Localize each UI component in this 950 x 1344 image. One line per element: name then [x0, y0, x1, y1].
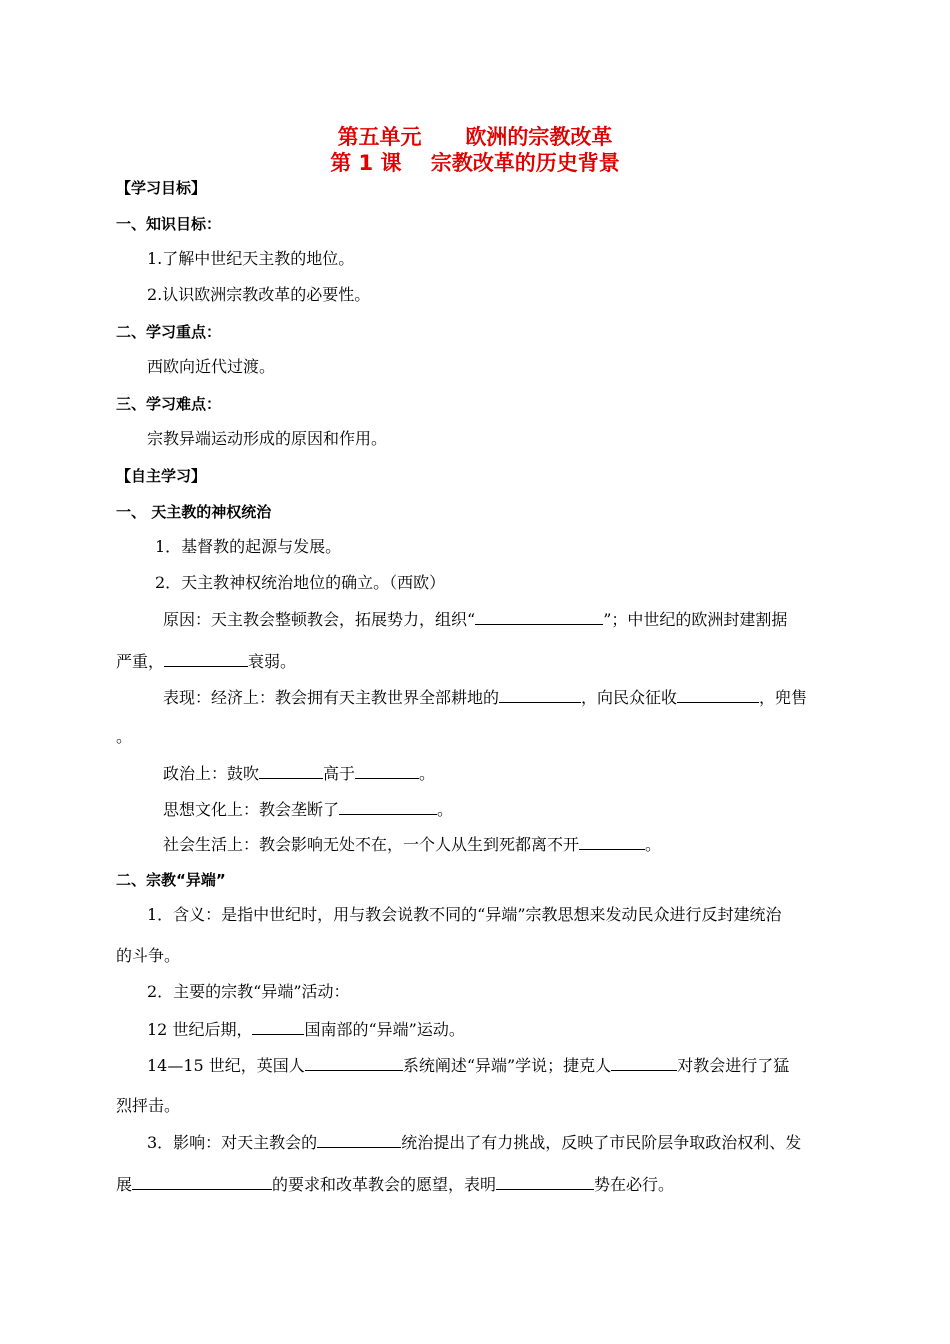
activity-12c-line [147, 1018, 465, 1040]
reason-line-cont [116, 650, 296, 672]
fill-blank[interactable] [677, 686, 759, 703]
culture-text: 。 [437, 800, 454, 819]
list-item: 1．基督教的起源与发展。 [155, 537, 342, 556]
economy-text: 表现：经济上：教会拥有天主教世界全部耕地的 [163, 688, 500, 707]
effect-text: 势在必行。 [594, 1175, 675, 1194]
reason-text: 衰弱。 [248, 652, 297, 671]
fill-blank[interactable] [579, 833, 645, 850]
economy-line [163, 686, 807, 708]
effect-text: 展 [116, 1175, 133, 1194]
fill-blank[interactable] [317, 1131, 401, 1148]
reason-line [163, 608, 787, 630]
fill-blank[interactable] [132, 1173, 272, 1190]
politics-text: 。 [419, 764, 436, 783]
fill-blank[interactable] [496, 1173, 594, 1190]
section-heading-goals: 【学习目标】 [116, 179, 207, 197]
society-text: 。 [645, 835, 662, 854]
politics-text: 政治上：鼓吹 [163, 764, 260, 783]
key-point-heading: 二、学习重点： [116, 323, 222, 341]
politics-text: 高于 [323, 764, 356, 783]
activities-heading: 2．主要的宗教“异端”活动： [147, 982, 350, 1001]
fill-blank[interactable] [611, 1054, 677, 1071]
reason-text: ”；中世纪的欧洲封建割据 [603, 610, 788, 629]
activity-text: 对教会进行了猛 [677, 1056, 790, 1075]
society-line [163, 833, 661, 855]
fill-blank[interactable] [164, 650, 248, 667]
fill-blank[interactable] [475, 608, 603, 625]
knowledge-goal-heading: 一、知识目标： [116, 215, 222, 233]
unit-title: 第五单元 欧洲的宗教改革 [337, 125, 613, 149]
key-point-text: 西欧向近代过渡。 [147, 357, 276, 376]
effect-text: 3．影响：对天主教会的 [147, 1133, 318, 1152]
effect-line [147, 1131, 801, 1153]
fill-blank[interactable] [252, 1018, 304, 1035]
politics-line [163, 762, 435, 784]
activity-text: 12 世纪后期， [147, 1020, 253, 1039]
difficulty-text: 宗教异端运动形成的原因和作用。 [147, 429, 388, 448]
fill-blank[interactable] [499, 686, 581, 703]
fill-blank[interactable] [259, 762, 323, 779]
lesson-title: 第 1 课 宗教改革的历史背景 [330, 151, 620, 175]
activity-text: 国南部的“异端”运动。 [304, 1020, 465, 1039]
fill-blank[interactable] [339, 798, 437, 815]
reason-text: 严重， [116, 652, 165, 671]
culture-text: 思想文化上：教会垄断了 [163, 800, 340, 819]
definition-line-cont: 的斗争。 [116, 946, 181, 965]
difficulty-heading: 三、学习难点： [116, 395, 222, 413]
society-text: 社会生活上：教会影响无处不在，一个人从生到死都离不开 [163, 835, 580, 854]
activity-text: 系统阐述“异端”学说；捷克人 [402, 1056, 612, 1075]
effect-text: 统治提出了有力挑战，反映了市民阶层争取政治权利、发 [401, 1133, 802, 1152]
list-item: 2．天主教神权统治地位的确立。（西欧） [155, 573, 446, 592]
definition-line: 1．含义：是指中世纪时，用与教会说教不同的“异端”宗教思想来发动民众进行反封建统治 [147, 905, 782, 924]
effect-text: 的要求和改革教会的愿望，表明 [272, 1175, 497, 1194]
economy-line-cont: 。 [116, 727, 133, 746]
section-heading-self-study: 【自主学习】 [116, 467, 207, 485]
activity-14c-line-cont: 烈抨击。 [116, 1096, 181, 1115]
part-two-heading: 二、宗教“异端” [116, 871, 226, 889]
economy-text: ，向民众征收 [581, 688, 678, 707]
fill-blank[interactable] [355, 762, 419, 779]
effect-line-cont [116, 1173, 674, 1195]
activity-text: 14—15 世纪，英国人 [147, 1056, 305, 1075]
reason-text: 原因：天主教会整顿教会，拓展势力，组织“ [163, 610, 476, 629]
goal-item: 1.了解中世纪天主教的地位。 [147, 249, 355, 268]
goal-item: 2.认识欧洲宗教改革的必要性。 [147, 285, 371, 304]
economy-text: ，兜售 [759, 688, 808, 707]
activity-14c-line [147, 1054, 789, 1076]
culture-line [163, 798, 453, 820]
part-one-heading: 一、 天主教的神权统治 [116, 503, 272, 521]
fill-blank[interactable] [305, 1054, 403, 1071]
